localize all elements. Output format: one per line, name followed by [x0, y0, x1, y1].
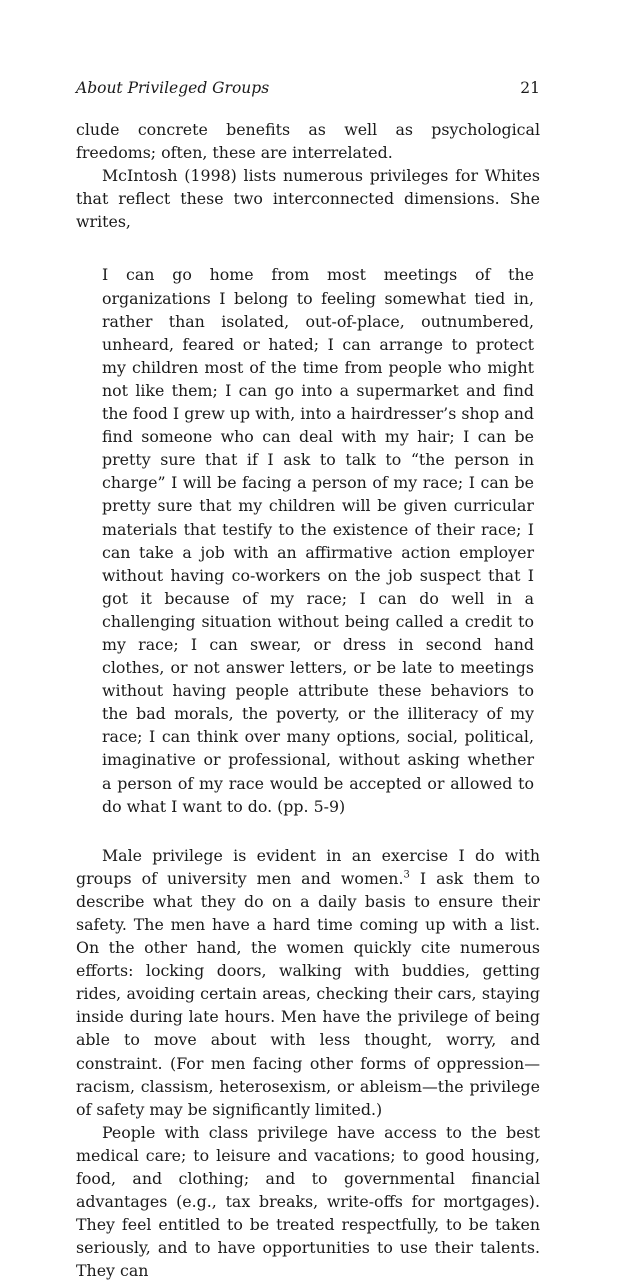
paragraph-mcintosh-intro: McIntosh (1998) lists numerous privileges for Whites that reflect these two interconnected dimensions. She writes, [76, 166, 540, 232]
paragraph-class-privilege: People with class privilege have access to the best medical care; to leisure and vacations; to good housing, food, and clothing; and to governmental financial advantages (e.g., tax breaks, write-offs for mortgages). They feel entitled to be treated respectfully, to be taken seriously, and to have opportunities to use their talents. They can [76, 1122, 540, 1281]
paragraph-continuation: clude concrete benefits as well as psychological freedoms; often, these are interrelated. [76, 120, 540, 163]
paragraph-male-privilege-rest: I ask them to describe what they do on a daily basis to ensure their safety. The men have a hard time coming up with a list. On the other hand, the women quickly cite numerous efforts: locking doors, walking with buddies, getting rides, avoiding certain areas, checking their cars, staying inside during late hours. Men have the privilege of being able to move about with less thought, worry, and constraint. (For men facing other forms of oppression—racism, classism, heterosexism, or ableism—the privilege of safety may be significantly limited.) [76, 868, 540, 1119]
body-text [76, 118, 540, 1283]
footnote-marker: 3 [403, 869, 410, 881]
paragraph-male-privilege [76, 844, 540, 1121]
running-header [76, 78, 540, 98]
running-title: About Privileged Groups [76, 79, 270, 97]
paragraph-male-privilege-start: Male privilege is evident in an exercise I do with groups of university men and women. [76, 845, 540, 888]
block-quote [102, 263, 534, 817]
page-number: 21 [520, 79, 540, 97]
block-quote-text: I can go home from most meetings of the organizations I belong to feeling somewhat tied in, rather than isolated, out-of-place, outnumbered, unheard, feared or hated; I can arrange to protect my children most of the time from people who might not like them; I can go into a supermarket and find the food I grew up with, into a hairdresser’s shop and find someone who can deal with my hair; I can be pretty sure that if I ask to talk to “the person in charge” I will be facing a person of my race; I can be pretty sure that my children will be given curricular materials that testify to the existence of their race; I can take a job with an affirmative action employer without having co-workers on the job suspect that I got it because of my race; I can do well in a challenging situation without being called a credit to my race; I can swear, or dress in second hand clothes, or not answer letters, or be late to meetings without having people attribute these behaviors to the bad morals, the poverty, or the illiteracy of my race; I can think over many options, social, political, imaginative or professional, without asking whether a person of my race would be accepted or allowed to do what I want to do. (pp. 5-9) [102, 265, 534, 816]
